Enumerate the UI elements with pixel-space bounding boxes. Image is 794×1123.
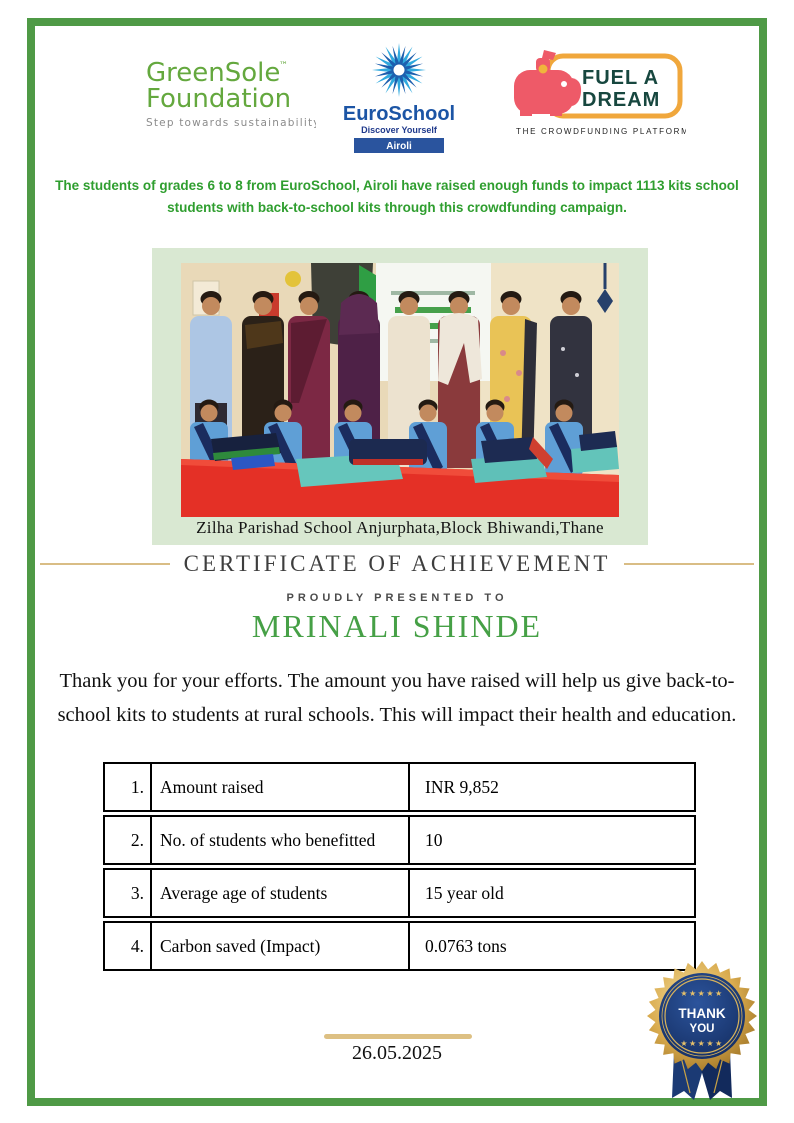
recipient-name: MRINALI SHINDE <box>251 608 543 644</box>
row-number: 4. <box>103 921 150 971</box>
row-number: 1. <box>103 762 150 812</box>
table-row <box>103 815 696 865</box>
certificate-title: CERTIFICATE OF ACHIEVEMENT <box>183 551 611 576</box>
row-number: 2. <box>103 815 150 865</box>
badge-text-thank: THANK <box>678 1006 726 1021</box>
euroschool-name: EuroSchool <box>342 103 456 125</box>
badge-stars-bottom: ★★★★★ <box>680 1039 724 1048</box>
certificate-date: 26.05.2025 <box>352 1042 442 1064</box>
greensole-trademark: ™ <box>279 61 288 71</box>
title-rule-left <box>40 563 170 565</box>
certificate-title-row <box>40 551 754 577</box>
table-row <box>103 762 696 812</box>
photo-panel <box>152 248 648 545</box>
presented-label: PROUDLY PRESENTED TO <box>286 592 508 604</box>
fueladream-name-line2: DREAM <box>582 89 661 111</box>
row-label: Average age of students <box>150 868 408 918</box>
greensole-name: GreenSole <box>146 58 281 88</box>
row-value: 15 year old <box>408 868 696 918</box>
row-label: Amount raised <box>150 762 408 812</box>
thank-you-badge <box>644 960 760 1102</box>
fueladream-tagline: THE CROWDFUNDING PLATFORM <box>516 127 686 136</box>
row-value: 10 <box>408 815 696 865</box>
row-label: Carbon saved (Impact) <box>150 921 408 971</box>
title-rule-right <box>624 563 754 565</box>
greensole-foundation-text: Foundation <box>146 84 292 114</box>
badge-text-you: YOU <box>689 1023 715 1035</box>
fueladream-elephant-icon <box>514 50 581 116</box>
photo-caption: Zilha Parishad School Anjurphata,Block Bhiwandi,Thane <box>196 518 604 537</box>
impact-table <box>103 759 696 974</box>
greensole-logo <box>146 55 316 139</box>
euroschool-tagline: Discover Yourself <box>361 125 437 135</box>
badge-stars-top: ★★★★★ <box>680 989 724 998</box>
fueladream-logo <box>506 46 686 142</box>
euroschool-logo <box>338 40 460 156</box>
euroschool-starburst-icon <box>372 43 426 97</box>
euroschool-campus: Airoli <box>386 141 412 152</box>
row-number: 3. <box>103 868 150 918</box>
school-group-photo <box>181 263 619 517</box>
greensole-tagline: Step towards sustainability <box>146 117 316 129</box>
row-value: INR 9,852 <box>408 762 696 812</box>
table-row <box>103 868 696 918</box>
intro-text: The students of grades 6 to 8 from EuroSchool, Airoli have raised enough funds to impact 1113 kits school students with back-to-school kits through this crowdfunding campaign. <box>55 178 739 215</box>
table-row <box>103 921 696 971</box>
row-value: 0.0763 tons <box>408 921 696 971</box>
fueladream-name-line1: FUEL A <box>582 67 660 89</box>
date-divider <box>324 1034 472 1039</box>
greensole-wordmark <box>146 55 316 139</box>
thank-you-message: Thank you for your efforts. The amount you have raised will help us give back-to-school kits to students at rural schools. This will impact their health and education. <box>57 670 737 726</box>
row-label: No. of students who benefitted <box>150 815 408 865</box>
